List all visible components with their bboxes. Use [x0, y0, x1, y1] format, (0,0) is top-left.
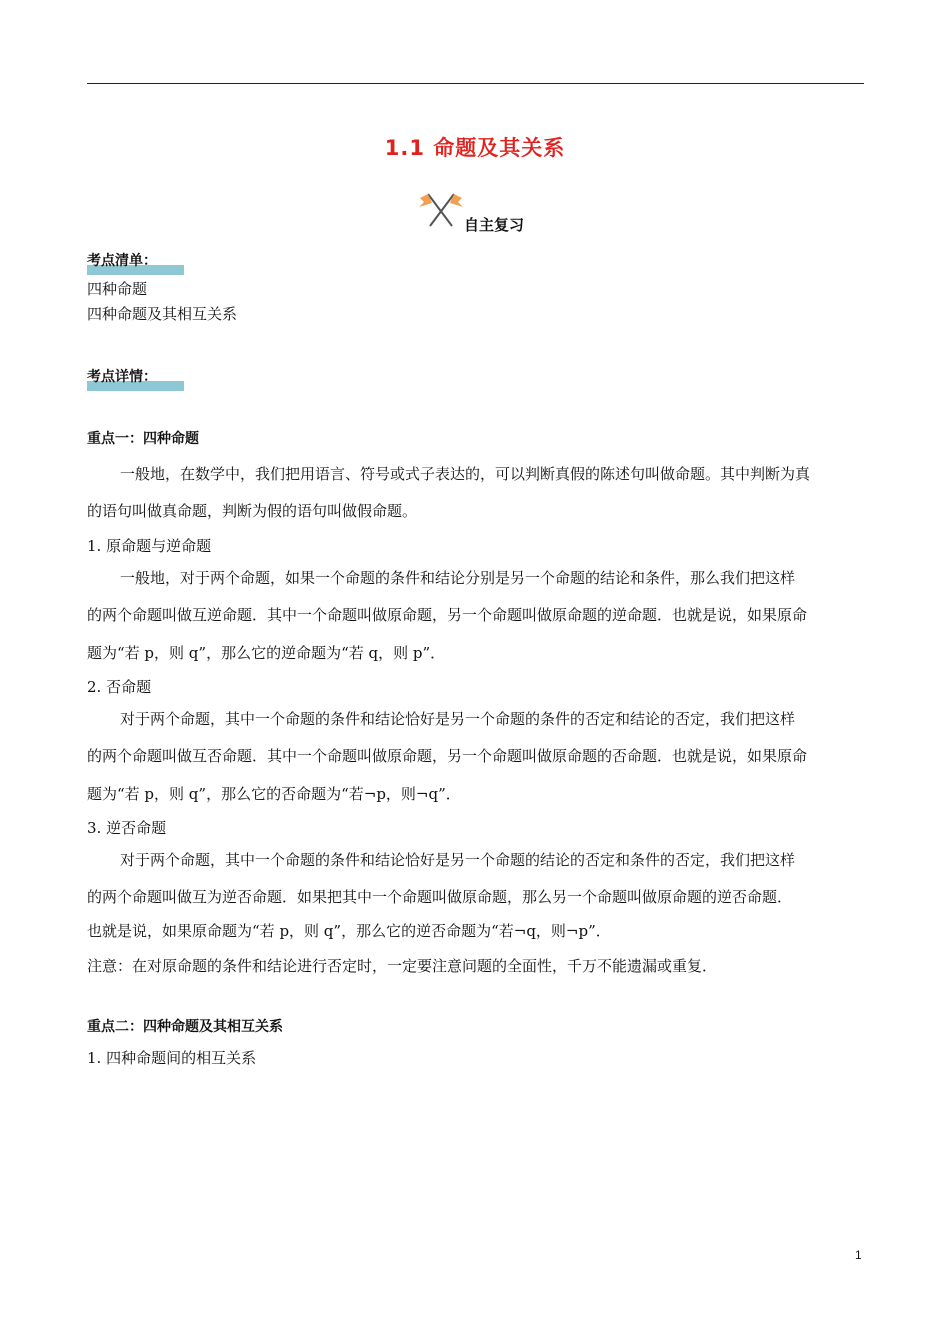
paragraph-line: 也就是说，如果原命题为“若 p，则 q”，那么它的逆否命题为“若¬q，则¬p”． [87, 922, 611, 940]
paragraph-line: 的两个命题叫做互为逆否命题．如果把其中一个命题叫做原命题，那么另一个命题叫做原命题的逆否命题． [87, 888, 793, 906]
subsection-title: 3. 逆否命题 [87, 819, 167, 837]
note-line: 注意：在对原命题的条件和结论进行否定时，一定要注意问题的全面性，千万不能遗漏或重复． [87, 957, 718, 975]
page-number: 1 [855, 1248, 862, 1262]
paragraph-line: 的两个命题叫做互否命题．其中一个命题叫做原命题，另一个命题叫做原命题的否命题．也就是说，如果原命 [87, 747, 808, 765]
details-heading: 考点详情： [87, 366, 187, 394]
paragraph-line: 的语句叫做真命题，判断为假的语句叫做假命题。 [87, 502, 418, 520]
paragraph-line: 题为“若 p，则 q”，那么它的逆命题为“若 q，则 p”． [87, 644, 446, 662]
subsection-title: 1. 原命题与逆命题 [87, 537, 212, 555]
paragraph-line: 题为“若 p，则 q”，那么它的否命题为“若¬p，则¬q”． [87, 785, 461, 803]
paragraph-line: 的两个命题叫做互逆命题．其中一个命题叫做原命题，另一个命题叫做原命题的逆命题．也就是说，如果原命 [87, 606, 808, 624]
paragraph-line: 一般地，对于两个命题，如果一个命题的条件和结论分别是另一个命题的结论和条件，那么我们把这样 [120, 569, 796, 587]
key2-heading: 重点二：四种命题及其相互关系 [87, 1019, 283, 1035]
paragraph-line: 对于两个命题，其中一个命题的条件和结论恰好是另一个命题的条件的否定和结论的否定，我们把这样 [120, 710, 796, 728]
subsection-title: 1. 四种命题间的相互关系 [87, 1049, 257, 1067]
checklist-heading: 考点清单： [87, 250, 187, 278]
paragraph-line: 一般地，在数学中，我们把用语言、符号或式子表达的，可以判断真假的陈述句叫做命题。其中判断为真 [120, 465, 811, 483]
checklist-item: 四种命题及其相互关系 [87, 305, 238, 323]
checklist-item: 四种命题 [87, 280, 148, 298]
header-rule [87, 83, 864, 84]
page-title: 1.1 命题及其关系 [384, 136, 566, 160]
crossed-flags-icon [418, 190, 464, 228]
subsection-title: 2. 否命题 [87, 678, 152, 696]
key1-heading: 重点一：四种命题 [87, 431, 199, 447]
self-review-label: 自主复习 [464, 216, 525, 234]
paragraph-line: 对于两个命题，其中一个命题的条件和结论恰好是另一个命题的结论的否定和条件的否定，我们把这样 [120, 851, 796, 869]
